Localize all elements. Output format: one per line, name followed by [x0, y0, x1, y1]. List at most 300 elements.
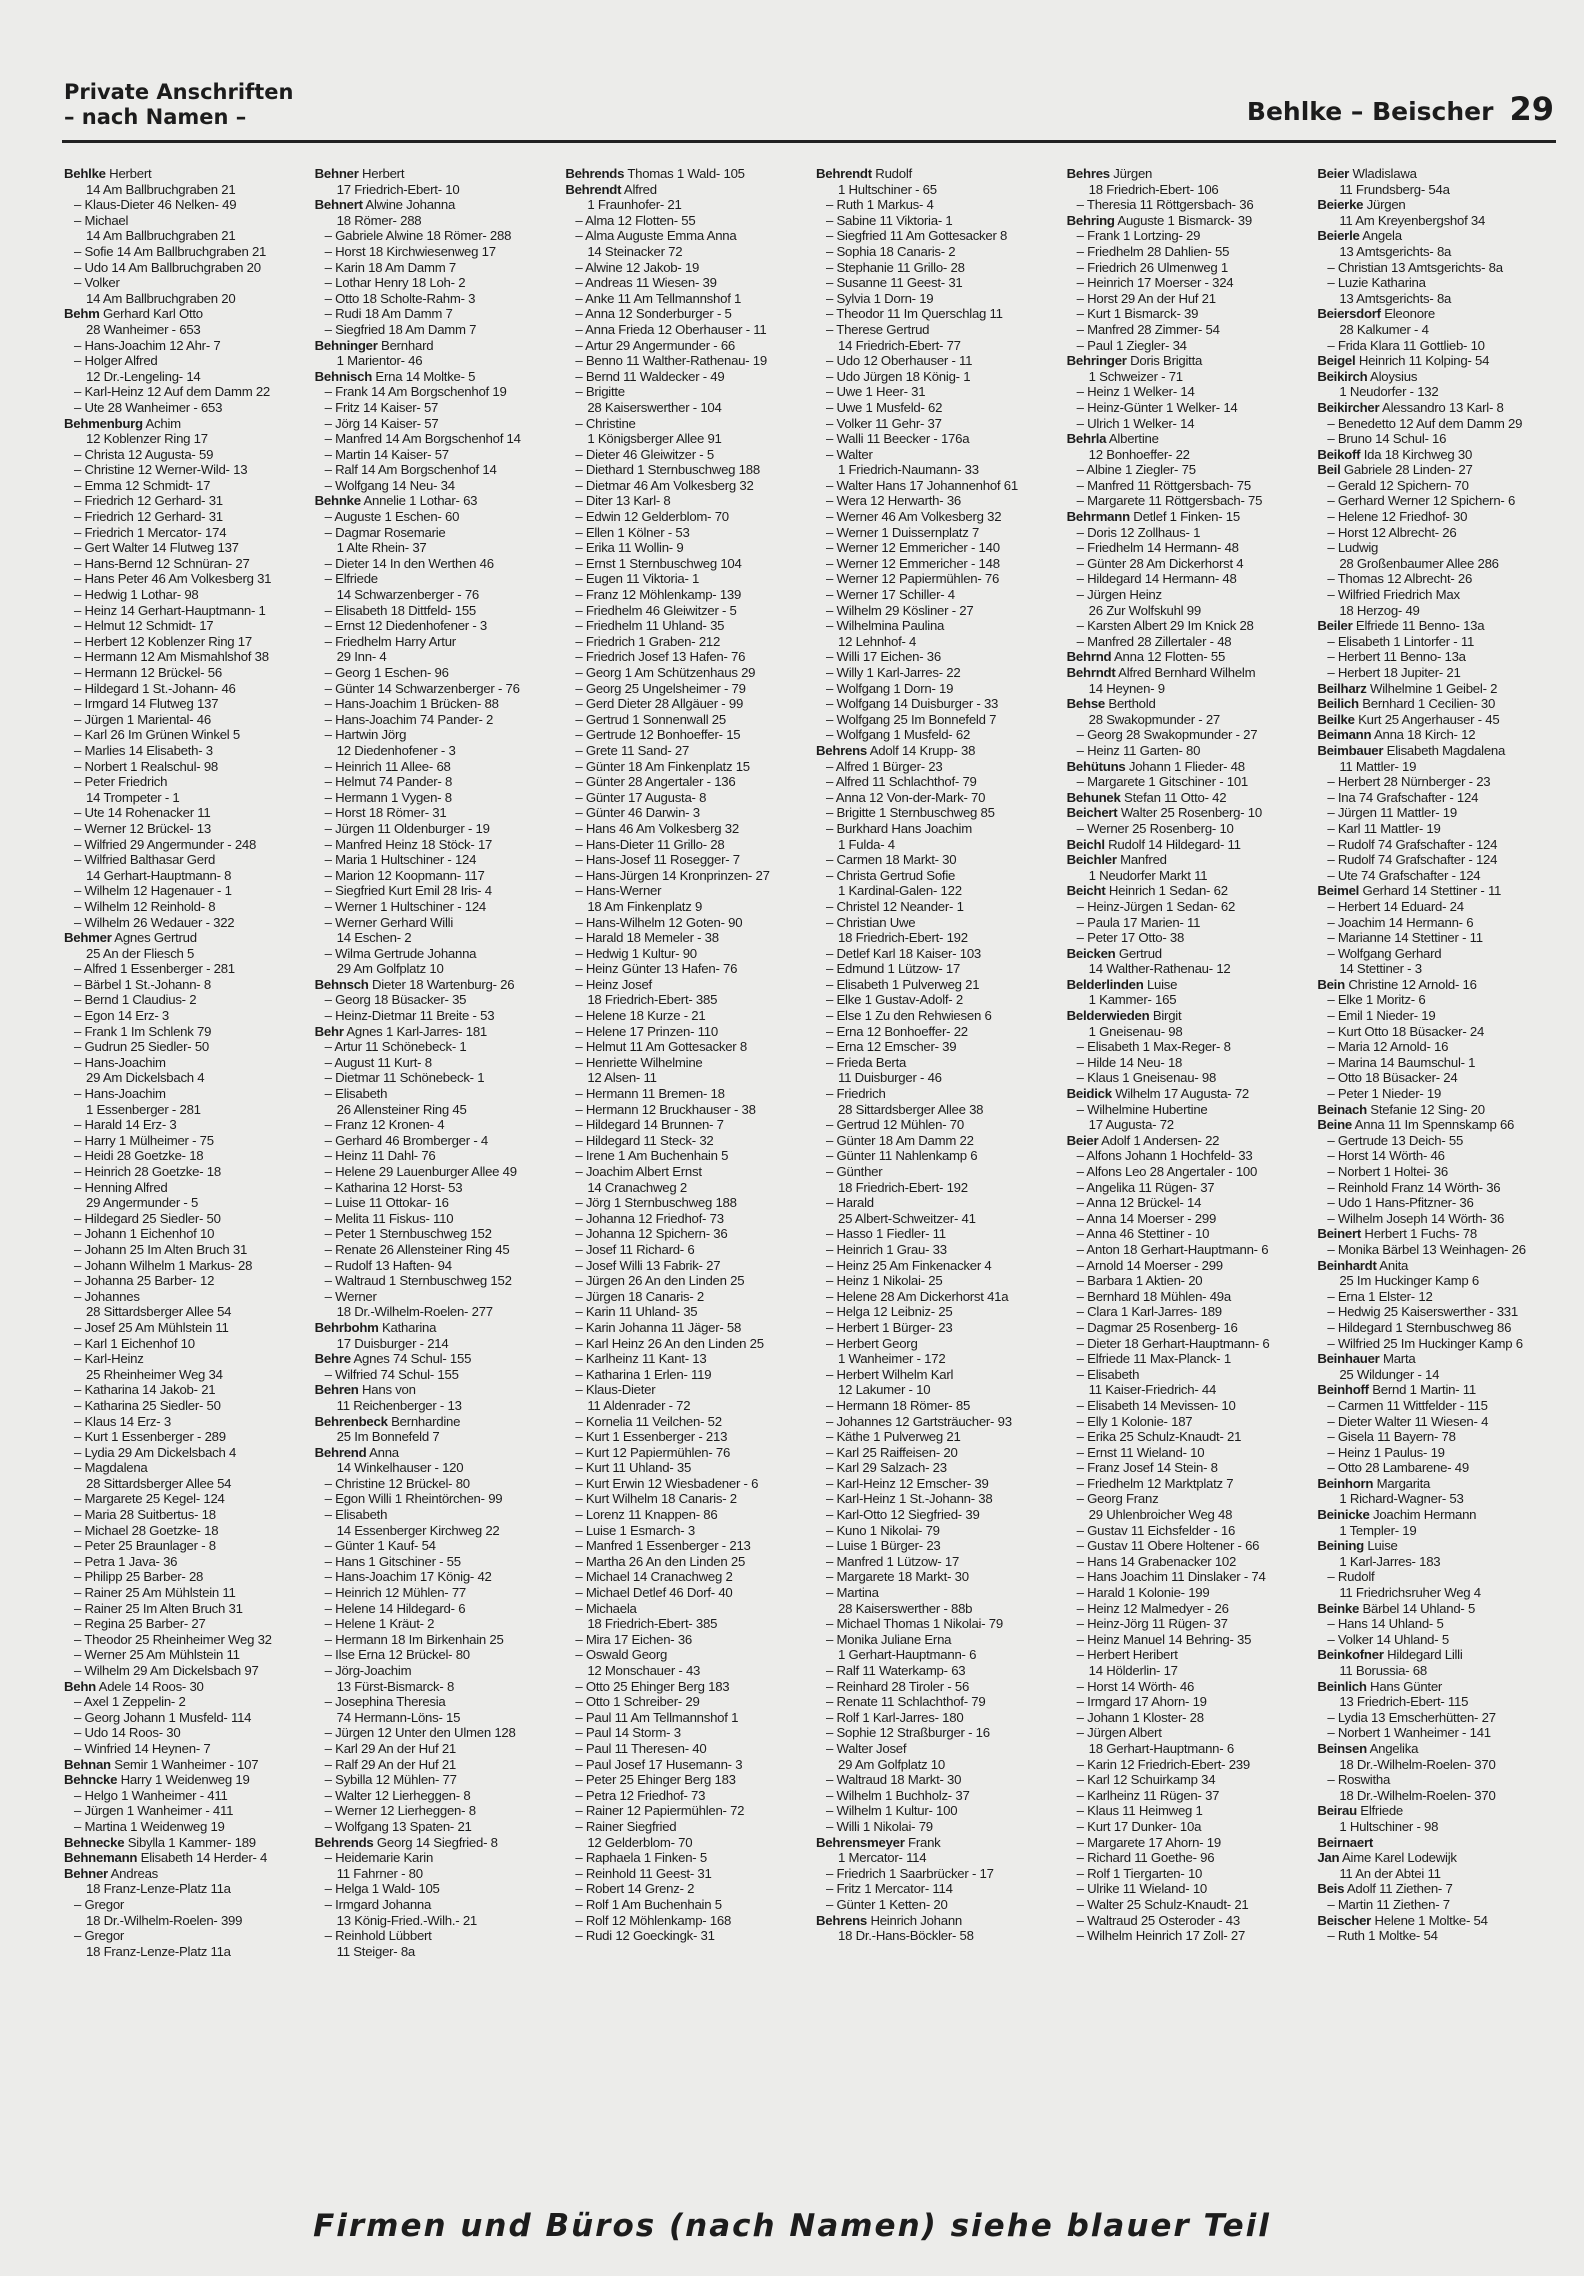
entry-first-name: – Wilhelm Joseph 14 Wörth- 36	[1327, 1210, 1505, 1226]
entry-first-name: – Else 1 Zu den Rehwiesen 6	[826, 1008, 992, 1024]
entry-first-name: – Frank 1 Lortzing- 29	[1076, 228, 1201, 244]
entry-first-name: – Karin 18 Am Damm 7	[324, 259, 456, 275]
entry-first-name: – Johanna 12 Friedhof- 73	[575, 1210, 724, 1226]
entry-first-name: – Kurt 1 Bismarck- 39	[1076, 306, 1199, 322]
entry-address: 1 Neudorfer Markt 11	[1088, 867, 1208, 883]
entry-surname: Beikirch Aloysius	[1317, 368, 1418, 384]
entry-address: 12 Gelderblom- 70	[587, 1834, 693, 1850]
entry-address: 1 Hultschiner - 65	[838, 181, 937, 197]
entry-first-name: – Karin Johanna 11 Jäger- 58	[575, 1319, 742, 1335]
entry-address: 28 Sittardsberger Allee 54	[86, 1475, 232, 1491]
entry-first-name: – Kurt Erwin 12 Wiesbadener - 6	[575, 1475, 759, 1491]
entry-surname: Beinhardt Anita	[1317, 1257, 1409, 1273]
entry-first-name: – Friedhelm 12 Marktplatz 7	[1076, 1475, 1234, 1491]
entry-first-name: – Wilhelm 12 Hagenauer - 1	[74, 883, 232, 899]
entry-first-name: – Wera 12 Herwarth- 36	[826, 493, 961, 509]
entry-first-name: – Wilma Gertrude Johanna	[324, 945, 477, 961]
entry-surname: Beinkofner Hildegard Lilli	[1317, 1647, 1463, 1663]
entry-first-name: – Johann 25 Im Alten Bruch 31	[74, 1241, 248, 1257]
entry-address: 18 Dr.-Hans-Böckler- 58	[838, 1928, 974, 1944]
entry-first-name: – Hans-Werner	[575, 883, 662, 899]
entry-first-name: – Elisabeth 14 Mevissen- 10	[1076, 1397, 1236, 1413]
entry-first-name: – Gudrun 25 Siedler- 50	[74, 1039, 210, 1055]
entry-first-name: – Kornelia 11 Veilchen- 52	[575, 1413, 722, 1429]
entry-surname: Beikircher Alessandro 13 Karl- 8	[1317, 399, 1504, 415]
entry-first-name: – Hasso 1 Fiedler- 11	[826, 1226, 946, 1242]
entry-first-name: – Wolfgang 13 Spaten- 21	[324, 1818, 472, 1834]
entry-first-name: – Elisabeth	[1076, 1366, 1140, 1382]
entry-first-name: – Hans-Joachim	[74, 1054, 166, 1070]
entry-address: 29 Am Golfplatz 10	[336, 961, 444, 977]
entry-address: 29 Uhlenbroicher Weg 48	[1088, 1507, 1233, 1523]
entry-first-name: – Paul 1 Ziegler- 34	[1076, 337, 1187, 353]
entry-first-name: – Benedetto 12 Auf dem Damm 29	[1327, 415, 1523, 431]
entry-first-name: – Helga 12 Leibniz- 25	[826, 1304, 953, 1320]
entry-first-name: – Heinz 12 Malmedyer - 26	[1076, 1600, 1229, 1616]
entry-first-name: – Wilhelm 29 Am Dickelsbach 97	[74, 1663, 259, 1678]
entry-first-name: – Herbert 11 Benno- 13a	[1327, 649, 1466, 665]
entry-first-name: – Friedrich 12 Gerhard- 31	[74, 493, 223, 509]
entry-first-name: – Hildegard 11 Steck- 32	[575, 1132, 714, 1148]
entry-surname: Beicht Heinrich 1 Sedan- 62	[1066, 883, 1228, 899]
entry-first-name: – Heinz Manuel 14 Behring- 35	[1076, 1631, 1252, 1647]
entry-address: 1 Königsberger Allee 91	[587, 431, 722, 447]
entry-first-name: – Wolfgang 1 Musfeld- 62	[826, 727, 971, 743]
entry-address: 11 Duisburger - 46	[838, 1070, 942, 1086]
entry-address: 25 Im Bonnefeld 7	[336, 1429, 440, 1445]
entry-first-name: – Klaus-Dieter 46 Nelken- 49	[74, 197, 237, 213]
entry-address: 11 Fahrner - 80	[336, 1865, 423, 1881]
entry-surname: Belderwieden Birgit	[1066, 1008, 1182, 1024]
entry-surname: Behrends Thomas 1 Wald- 105	[565, 166, 745, 181]
entry-first-name: – Dietmar 11 Schönebeck- 1	[324, 1070, 485, 1086]
entry-first-name: – Helene 17 Prinzen- 110	[575, 1023, 718, 1039]
entry-first-name: – Gerald 12 Spichern- 70	[1327, 477, 1469, 493]
entry-first-name: – Lydia 29 Am Dickelsbach 4	[74, 1444, 237, 1460]
entry-first-name: – Gisela 11 Bayern- 78	[1327, 1429, 1456, 1445]
entry-first-name: – Karl 26 Im Grünen Winkel 5	[74, 727, 240, 743]
entry-first-name: – Wilhelm 1 Kultur- 100	[826, 1803, 958, 1819]
entry-first-name: – Diter 13 Karl- 8	[575, 493, 671, 509]
entry-surname: Behrendt Alfred	[565, 181, 657, 197]
entry-first-name: – Udo 12 Oberhauser - 11	[826, 353, 973, 369]
directory-column	[816, 166, 1055, 2171]
entry-first-name: – Michael 14 Cranachweg 2	[575, 1569, 733, 1585]
entry-first-name: – Heinz 14 Gerhart-Hauptmann- 1	[74, 602, 266, 618]
entry-surname: Beier Wladislawa	[1317, 166, 1417, 181]
entry-first-name: – Rudolf	[1327, 1569, 1375, 1585]
entry-address: 14 Am Ballbruchgraben 20	[86, 290, 236, 306]
entry-surname: Beigel Heinrich 11 Kolping- 54	[1317, 353, 1490, 369]
entry-first-name: – Georg 25 Ungelsheimer - 79	[575, 680, 746, 696]
entry-first-name: – Klaus-Dieter	[575, 1382, 656, 1398]
entry-address: 1 Essenberger - 281	[86, 1101, 201, 1117]
entry-first-name: – Dietmar 46 Am Volkesberg 32	[575, 477, 754, 493]
entry-first-name: – Sylvia 1 Dorn- 19	[826, 290, 934, 306]
entry-first-name: – Edwin 12 Gelderblom- 70	[575, 509, 729, 525]
entry-first-name: – Melita 11 Fiskus- 110	[324, 1210, 454, 1226]
entry-first-name: – Wilhelm 12 Reinhold- 8	[74, 898, 216, 914]
entry-first-name: – Hermann 11 Bremen- 18	[575, 1086, 725, 1102]
entry-first-name: – Friedhelm Harry Artur	[324, 633, 456, 649]
entry-first-name: – Günter 18 Am Damm 22	[826, 1132, 974, 1148]
entry-first-name: – Renate 11 Schlachthof- 79	[826, 1694, 986, 1710]
entry-surname: Behrndt Alfred Bernhard Wilhelm	[1066, 665, 1256, 680]
entry-first-name: – Joachim 14 Hermann- 6	[1327, 914, 1474, 930]
entry-first-name: – Kurt 11 Uhland- 35	[575, 1460, 692, 1476]
entry-first-name: – Johannes 12 Gartsträucher- 93	[826, 1413, 1012, 1429]
entry-first-name: – Hedwig 25 Kaiserswerther - 331	[1327, 1304, 1518, 1320]
entry-first-name: – Erika 25 Schulz-Knaudt- 21	[1076, 1429, 1242, 1445]
entry-first-name: – Walter 12 Lierheggen- 8	[324, 1787, 471, 1803]
entry-surname: Beierle Angela	[1317, 228, 1402, 244]
entry-address: 13 Amtsgerichts- 8a	[1339, 243, 1452, 259]
entry-first-name: – Anna 12 Sonderburger - 5	[575, 306, 732, 322]
entry-first-name: – Ruth 1 Markus- 4	[826, 197, 934, 213]
entry-first-name: – Alwine 12 Jakob- 19	[575, 259, 700, 275]
entry-first-name: – Detlef Karl 18 Kaiser- 103	[826, 945, 981, 961]
entry-first-name: – Hermann 1 Vygen- 8	[324, 789, 452, 805]
entry-first-name: – Franz 12 Möhlenkamp- 139	[575, 587, 742, 603]
entry-address: 18 Herzog- 49	[1339, 602, 1420, 618]
entry-first-name: – Jürgen 1 Wanheimer - 411	[74, 1803, 234, 1819]
entry-address: 18 Dr.-Wilhelm-Roelen- 370	[1339, 1787, 1496, 1803]
entry-address: 18 Friedrich-Ebert- 192	[838, 1179, 968, 1195]
entry-first-name: – Wolfgang 14 Neu- 34	[324, 477, 455, 493]
entry-surname: Behring Auguste 1 Bismarck- 39	[1066, 212, 1252, 228]
entry-first-name: – Manfred 28 Zimmer- 54	[1076, 321, 1220, 337]
entry-first-name: – Maria 28 Suitbertus- 18	[74, 1507, 216, 1523]
entry-first-name: – Heinrich 17 Moerser - 324	[1076, 275, 1234, 291]
entry-first-name: – Gertrud 12 Mühlen- 70	[826, 1117, 964, 1133]
entry-first-name: – Friedrich 26 Ulmenweg 1	[1076, 259, 1228, 275]
entry-first-name: – Heinz 1 Nikolai- 25	[826, 1273, 943, 1289]
entry-first-name: – Alfons Johann 1 Hochfeld- 33	[1076, 1148, 1253, 1164]
entry-first-name: – Marlies 14 Elisabeth- 3	[74, 742, 213, 758]
entry-surname: Behrmann Detlef 1 Finken- 15	[1066, 509, 1240, 525]
entry-address: 1 Fraunhofer- 21	[587, 197, 682, 213]
entry-first-name: – Paul 14 Storm- 3	[575, 1725, 681, 1741]
entry-first-name: – Ralf 29 An der Huf 21	[324, 1756, 456, 1772]
entry-address: 25 Albert-Schweitzer- 41	[838, 1210, 976, 1226]
entry-address: 14 Winkelhauser - 120	[336, 1460, 464, 1476]
entry-first-name: – Helene 1 Kräut- 2	[324, 1616, 435, 1632]
entry-address: 28 Swakopmunder - 27	[1088, 711, 1221, 727]
entry-surname: Behrend Anna	[314, 1444, 399, 1460]
entry-first-name: – Horst 14 Wörth- 46	[1076, 1678, 1195, 1694]
entry-surname: Behnan Semir 1 Wanheimer - 107	[64, 1756, 259, 1772]
entry-first-name: – Dieter 18 Gerhart-Hauptmann- 6	[1076, 1335, 1270, 1351]
entry-first-name: – Bernd 1 Claudius- 2	[74, 992, 197, 1008]
entry-address: 1 Marientor- 46	[336, 353, 423, 369]
entry-first-name: – Wolfgang 1 Dorn- 19	[826, 680, 954, 696]
entry-first-name: – Hartwin Jörg	[324, 727, 407, 743]
entry-first-name: – Emil 1 Nieder- 19	[1327, 1008, 1436, 1024]
entry-first-name: – Martin 14 Kaiser- 57	[324, 446, 449, 462]
entry-first-name: – Elly 1 Kolonie- 187	[1076, 1413, 1193, 1429]
entry-first-name: – Walter Josef	[826, 1740, 907, 1756]
entry-first-name: – Elfriede 11 Max-Planck- 1	[1076, 1351, 1231, 1367]
entry-address: 14 Essenberger Kirchweg 22	[336, 1522, 500, 1538]
entry-surname: Beinsen Angelika	[1317, 1740, 1419, 1756]
entry-first-name: – Thomas 12 Albrecht- 26	[1327, 571, 1473, 587]
entry-first-name: – Christine	[575, 415, 636, 431]
entry-first-name: – Gerhard 46 Bromberger - 4	[324, 1132, 488, 1148]
entry-address: 1 Gneisenau- 98	[1088, 1023, 1183, 1039]
entry-first-name: – Christel 12 Neander- 1	[826, 898, 964, 914]
entry-address: 13 Friedrich-Ebert- 115	[1339, 1694, 1469, 1710]
entry-first-name: – Herbert Heribert	[1076, 1647, 1178, 1663]
entry-first-name: – Michael Detlef 46 Dorf- 40	[575, 1585, 733, 1601]
entry-first-name: – Siegfried Kurt Emil 28 Iris- 4	[324, 883, 492, 899]
entry-first-name: – Paul 11 Am Tellmannshof 1	[575, 1709, 739, 1725]
entry-first-name: – Heinz-Jörg 11 Rügen- 37	[1076, 1616, 1228, 1632]
entry-surname: Beinert Herbert 1 Fuchs- 78	[1317, 1226, 1477, 1242]
entry-first-name: – Ute 74 Grafschafter - 124	[1327, 867, 1481, 883]
entry-first-name: – Johanna 12 Spichern- 36	[575, 1226, 728, 1242]
entry-first-name: – Heinz 1 Welker- 14	[1076, 384, 1195, 400]
entry-first-name: – Manfred 14 Am Borgschenhof 14	[324, 431, 521, 447]
entry-address: 1 Friedrich-Naumann- 33	[838, 462, 979, 478]
entry-first-name: – Gerhard Werner 12 Spichern- 6	[1327, 493, 1516, 509]
entry-surname: Behse Berthold	[1066, 696, 1156, 712]
entry-surname: Behres Jürgen	[1066, 166, 1153, 181]
entry-address: 17 Duisburger - 214	[336, 1335, 449, 1351]
page-number: 29	[1509, 90, 1554, 128]
entry-address: 26 Zur Wolfskuhl 99	[1088, 602, 1201, 618]
entry-first-name: – Christa Gertrud Sofie	[826, 867, 956, 883]
entry-surname: Beinhoff Bernd 1 Martin- 11	[1317, 1382, 1476, 1398]
entry-first-name: – Otto 18 Büsacker- 24	[1327, 1070, 1458, 1086]
name-range: Behlke – Beischer	[1246, 97, 1494, 126]
entry-first-name: – Hans-Jürgen 14 Kronprinzen- 27	[575, 867, 770, 883]
entry-first-name: – Norbert 1 Holtei- 36	[1327, 1164, 1448, 1179]
entry-address: 18 Römer- 288	[336, 212, 422, 228]
entry-first-name: – Auguste 1 Eschen- 60	[324, 509, 460, 525]
entry-first-name: – Franz 12 Kronen- 4	[324, 1117, 445, 1133]
entry-first-name: – Hildegard 1 Sternbuschweg 86	[1327, 1319, 1512, 1335]
entry-first-name: – Irmgard 14 Flutweg 137	[74, 696, 219, 712]
entry-first-name: – Eugen 11 Viktoria- 1	[575, 571, 700, 587]
entry-first-name: – Martina 1 Weidenweg 19	[74, 1818, 225, 1834]
entry-surname: Beinhauer Marta	[1317, 1351, 1416, 1367]
entry-first-name: – Johann Wilhelm 1 Markus- 28	[74, 1257, 253, 1273]
entry-first-name: – Jürgen 1 Mariental- 46	[74, 711, 211, 727]
entry-first-name: – Barbara 1 Aktien- 20	[1076, 1273, 1203, 1289]
entry-first-name: – Gregor	[74, 1928, 125, 1944]
entry-first-name: – Hildegard 1 St.-Johann- 46	[74, 680, 236, 696]
entry-address: 1 Wanheimer - 172	[838, 1351, 946, 1367]
entry-address: 17 Augusta- 72	[1088, 1117, 1174, 1133]
entry-first-name: – Elke 1 Moritz- 6	[1327, 992, 1426, 1008]
entry-address: 18 Dr.-Wilhelm-Roelen- 399	[86, 1912, 243, 1928]
entry-first-name: – Margarete 17 Ahorn- 19	[1076, 1834, 1221, 1850]
entry-first-name: – August 11 Kurt- 8	[324, 1054, 432, 1070]
entry-first-name: – Margarete 11 Röttgersbach- 75	[1076, 493, 1263, 509]
entry-address: 14 Cranachweg 2	[587, 1179, 687, 1195]
entry-first-name: – Bruno 14 Schul- 16	[1327, 431, 1447, 447]
entry-first-name: – Dieter 14 In den Werthen 46	[324, 555, 494, 571]
entry-first-name: – Ernst 11 Wieland- 10	[1076, 1444, 1205, 1460]
entry-first-name: – Friedrich 12 Gerhard- 31	[74, 509, 223, 525]
entry-first-name: – Elisabeth 1 Pulverweg 21	[826, 976, 980, 992]
entry-address: 1 Neudorfer - 132	[1339, 384, 1439, 400]
entry-address: 26 Allensteiner Ring 45	[336, 1101, 467, 1117]
entry-first-name: – Philipp 25 Barber- 28	[74, 1569, 204, 1585]
entry-first-name: – Udo 14 Am Ballbruchgraben 20	[74, 259, 261, 275]
entry-address: 29 Am Golfplatz 10	[838, 1756, 945, 1772]
entry-first-name: – Anna 12 Brückel- 14	[1076, 1195, 1202, 1211]
entry-first-name: – Günter 17 Augusta- 8	[575, 789, 707, 805]
entry-address: 18 Franz-Lenze-Platz 11a	[86, 1881, 231, 1897]
entry-first-name: – Axel 1 Zeppelin- 2	[74, 1694, 186, 1710]
entry-first-name: – Harry 1 Mülheimer - 75	[74, 1132, 214, 1148]
entry-first-name: – Karin 12 Friedrich-Ebert- 239	[1076, 1756, 1250, 1772]
entry-first-name: – Grete 11 Sand- 27	[575, 742, 690, 758]
entry-first-name: – Hans-Joachim 74 Pander- 2	[324, 711, 494, 727]
entry-first-name: – Monika Bärbel 13 Weinhagen- 26	[1327, 1241, 1526, 1257]
entry-first-name: – Frida Klara 11 Gottlieb- 10	[1327, 337, 1485, 353]
entry-first-name: – Christine 12 Werner-Wild- 13	[74, 462, 248, 478]
entry-first-name: – Heidemarie Karin	[324, 1850, 434, 1866]
entry-surname: Beinicke Joachim Hermann	[1317, 1507, 1477, 1523]
entry-address: 29 Angermunder - 5	[86, 1195, 199, 1211]
entry-address: 28 Sittardsberger Allee 38	[838, 1101, 984, 1117]
entry-address: 28 Kaiserswerther - 104	[587, 399, 722, 415]
entry-surname: Behringer Doris Brigitta	[1066, 353, 1203, 369]
entry-first-name: – Dieter Walter 11 Wiesen- 4	[1327, 1413, 1489, 1429]
entry-first-name: – Karl-Heinz 12 Emscher- 39	[826, 1475, 989, 1491]
entry-address: 1 Schweizer - 71	[1088, 368, 1183, 384]
entry-first-name: – Margarete 1 Gitschiner - 101	[1076, 774, 1249, 790]
entry-first-name: – Hans-Joachim	[74, 1086, 166, 1102]
entry-first-name: – Ute 28 Wanheimer - 653	[74, 399, 223, 415]
entry-address: 14 Hölderlin- 17	[1088, 1663, 1178, 1678]
entry-first-name: – Hedwig 1 Lothar- 98	[74, 587, 199, 603]
entry-surname: Beilich Bernhard 1 Cecilien- 30	[1317, 696, 1496, 712]
entry-address: 14 Schwarzenberger - 76	[336, 587, 479, 603]
entry-first-name: – Luzie Katharina	[1327, 275, 1426, 291]
entry-first-name: – Hans-Josef 11 Rosegger- 7	[575, 852, 740, 868]
entry-address: 29 Inn- 4	[336, 649, 387, 665]
header-line-2: – nach Namen –	[64, 105, 247, 129]
entry-surname: Behm Gerhard Karl Otto	[64, 306, 203, 322]
entry-first-name: – Theresia 11 Röttgersbach- 36	[1076, 197, 1254, 213]
entry-first-name: – Rudi 12 Goeckingk- 31	[575, 1928, 715, 1944]
entry-surname: Beil Gabriele 28 Linden- 27	[1317, 462, 1473, 478]
entry-address: 11 Am Kreyenbergshof 34	[1339, 212, 1486, 228]
directory-columns	[64, 166, 1556, 2171]
entry-first-name: – Wilhelmina Paulina	[826, 618, 945, 634]
entry-surname: Beimbauer Elisabeth Magdalena	[1317, 742, 1506, 758]
entry-first-name: – Katharina 12 Horst- 53	[324, 1179, 463, 1195]
entry-first-name: – Hans-Dieter 11 Grillo- 28	[575, 836, 725, 852]
entry-first-name: – Willi 17 Eichen- 36	[826, 649, 941, 665]
entry-first-name: – Georg 1 Am Schützenhaus 29	[575, 665, 756, 680]
entry-first-name: – Hans Peter 46 Am Volkesberg 31	[74, 571, 272, 587]
entry-first-name: – Heinz-Jürgen 1 Sedan- 62	[1076, 898, 1236, 914]
entry-first-name: – Gustav 11 Obere Holtener - 66	[1076, 1538, 1260, 1554]
entry-surname: Beinlich Hans Günter	[1317, 1678, 1443, 1694]
entry-first-name: – Brigitte 1 Sternbuschweg 85	[826, 805, 995, 821]
entry-first-name: – Waltraud 18 Markt- 30	[826, 1772, 962, 1788]
entry-first-name: – Carmen 18 Markt- 30	[826, 852, 957, 868]
entry-first-name: – Werner 12 Papiermühlen- 76	[826, 571, 1000, 587]
entry-first-name: – Günter 1 Kauf- 54	[324, 1538, 436, 1554]
entry-first-name: – Bärbel 1 St.-Johann- 8	[74, 976, 211, 992]
entry-first-name: – Alfons Leo 28 Angertaler - 100	[1076, 1164, 1258, 1179]
entry-first-name: – Wolfgang 14 Duisburger - 33	[826, 696, 999, 712]
entry-first-name: – Michael	[74, 212, 129, 228]
entry-first-name: – Michael Thomas 1 Nikolai- 79	[826, 1616, 1003, 1632]
entry-first-name: – Wilfried 25 Im Huckinger Kamp 6	[1327, 1335, 1523, 1351]
entry-first-name: – Margarete 25 Kegel- 124	[74, 1491, 225, 1507]
entry-first-name: – Alfred 1 Bürger- 23	[826, 758, 943, 774]
entry-first-name: – Lydia 13 Emscherhütten- 27	[1327, 1709, 1496, 1725]
entry-first-name: – Kurt Wilhelm 18 Canaris- 2	[575, 1491, 737, 1507]
entry-first-name: – Edmund 1 Lützow- 17	[826, 961, 961, 977]
entry-first-name: – Walter Hans 17 Johannenhof 61	[826, 477, 1018, 493]
entry-first-name: – Oswald Georg	[575, 1647, 668, 1663]
entry-address: 18 Friedrich-Ebert- 385	[587, 1616, 718, 1632]
entry-surname: Beinhorn Margarita	[1317, 1475, 1431, 1491]
entry-first-name: – Hans-Joachim 12 Ahr- 7	[74, 337, 221, 353]
entry-address: 28 Großenbaumer Allee 286	[1339, 555, 1499, 571]
entry-first-name: – Lothar Henry 18 Loh- 2	[324, 275, 466, 291]
entry-first-name: – Henning Alfred	[74, 1179, 168, 1195]
entry-first-name: – Horst 29 An der Huf 21	[1076, 290, 1216, 306]
header-rule	[62, 140, 1556, 143]
entry-first-name: – Peter 17 Otto- 38	[1076, 930, 1185, 946]
entry-address: 1 Hultschiner - 98	[1339, 1818, 1439, 1834]
entry-first-name: – Anna 46 Stettiner - 10	[1076, 1226, 1210, 1242]
entry-first-name: – Walli 11 Beecker - 176a	[826, 431, 970, 447]
entry-first-name: – Rudolf 74 Grafschafter - 124	[1327, 836, 1498, 852]
entry-first-name: – Jürgen 11 Mattler- 19	[1327, 805, 1457, 821]
entry-first-name: – Gregor	[74, 1896, 125, 1912]
entry-first-name: – Regina 25 Barber- 27	[74, 1616, 206, 1632]
entry-first-name: – Peter 1 Nieder- 19	[1327, 1086, 1442, 1102]
entry-first-name: – Friedrich	[826, 1086, 886, 1102]
entry-first-name: – Heinz 25 Am Finkenacker 4	[826, 1257, 992, 1273]
entry-first-name: – Ulrich 1 Welker- 14	[1076, 415, 1195, 431]
entry-first-name: – Karl 25 Raiffeisen- 20	[826, 1444, 958, 1460]
entry-first-name: – Karlheinz 11 Rügen- 37	[1076, 1787, 1220, 1803]
entry-address: 11 Frundsberg- 54a	[1339, 181, 1450, 197]
entry-first-name: – Hans 14 Grabenacker 102	[1076, 1553, 1237, 1569]
entry-first-name: – Petra 1 Java- 36	[74, 1553, 178, 1569]
entry-first-name: – Raphaela 1 Finken- 5	[575, 1850, 707, 1866]
entry-first-name: – Manfred 28 Zillertaler - 48	[1076, 633, 1232, 649]
entry-first-name: – Anna 14 Moerser - 299	[1076, 1210, 1217, 1226]
entry-surname: Jan Aime Karel Lodewijk	[1317, 1850, 1457, 1866]
entry-first-name: – Andreas 11 Wiesen- 39	[575, 275, 717, 291]
entry-first-name: – Hildegard 14 Hermann- 48	[1076, 571, 1237, 587]
entry-first-name: – Sofie 14 Am Ballbruchgraben 21	[74, 243, 267, 259]
entry-first-name: – Kurt 1 Essenberger - 289	[74, 1429, 226, 1445]
entry-first-name: – Heinz Josef	[575, 976, 652, 992]
entry-first-name: – Reinhold 11 Geest- 31	[575, 1865, 712, 1881]
entry-first-name: – Frank 1 Im Schlenk 79	[74, 1023, 212, 1039]
entry-address: 1 Alte Rhein- 37	[336, 540, 427, 556]
entry-surname: Behnert Alwine Johanna	[314, 197, 456, 213]
entry-address: 14 Trompeter - 1	[86, 789, 180, 805]
entry-address: 18 Am Finkenplatz 9	[587, 898, 703, 914]
entry-first-name: – Herbert 28 Nürnberger - 23	[1327, 774, 1491, 790]
page-header-range	[1247, 90, 1554, 128]
entry-first-name: – Klaus 14 Erz- 3	[74, 1413, 171, 1429]
entry-first-name: – Klaus 1 Gneisenau- 98	[1076, 1070, 1217, 1086]
